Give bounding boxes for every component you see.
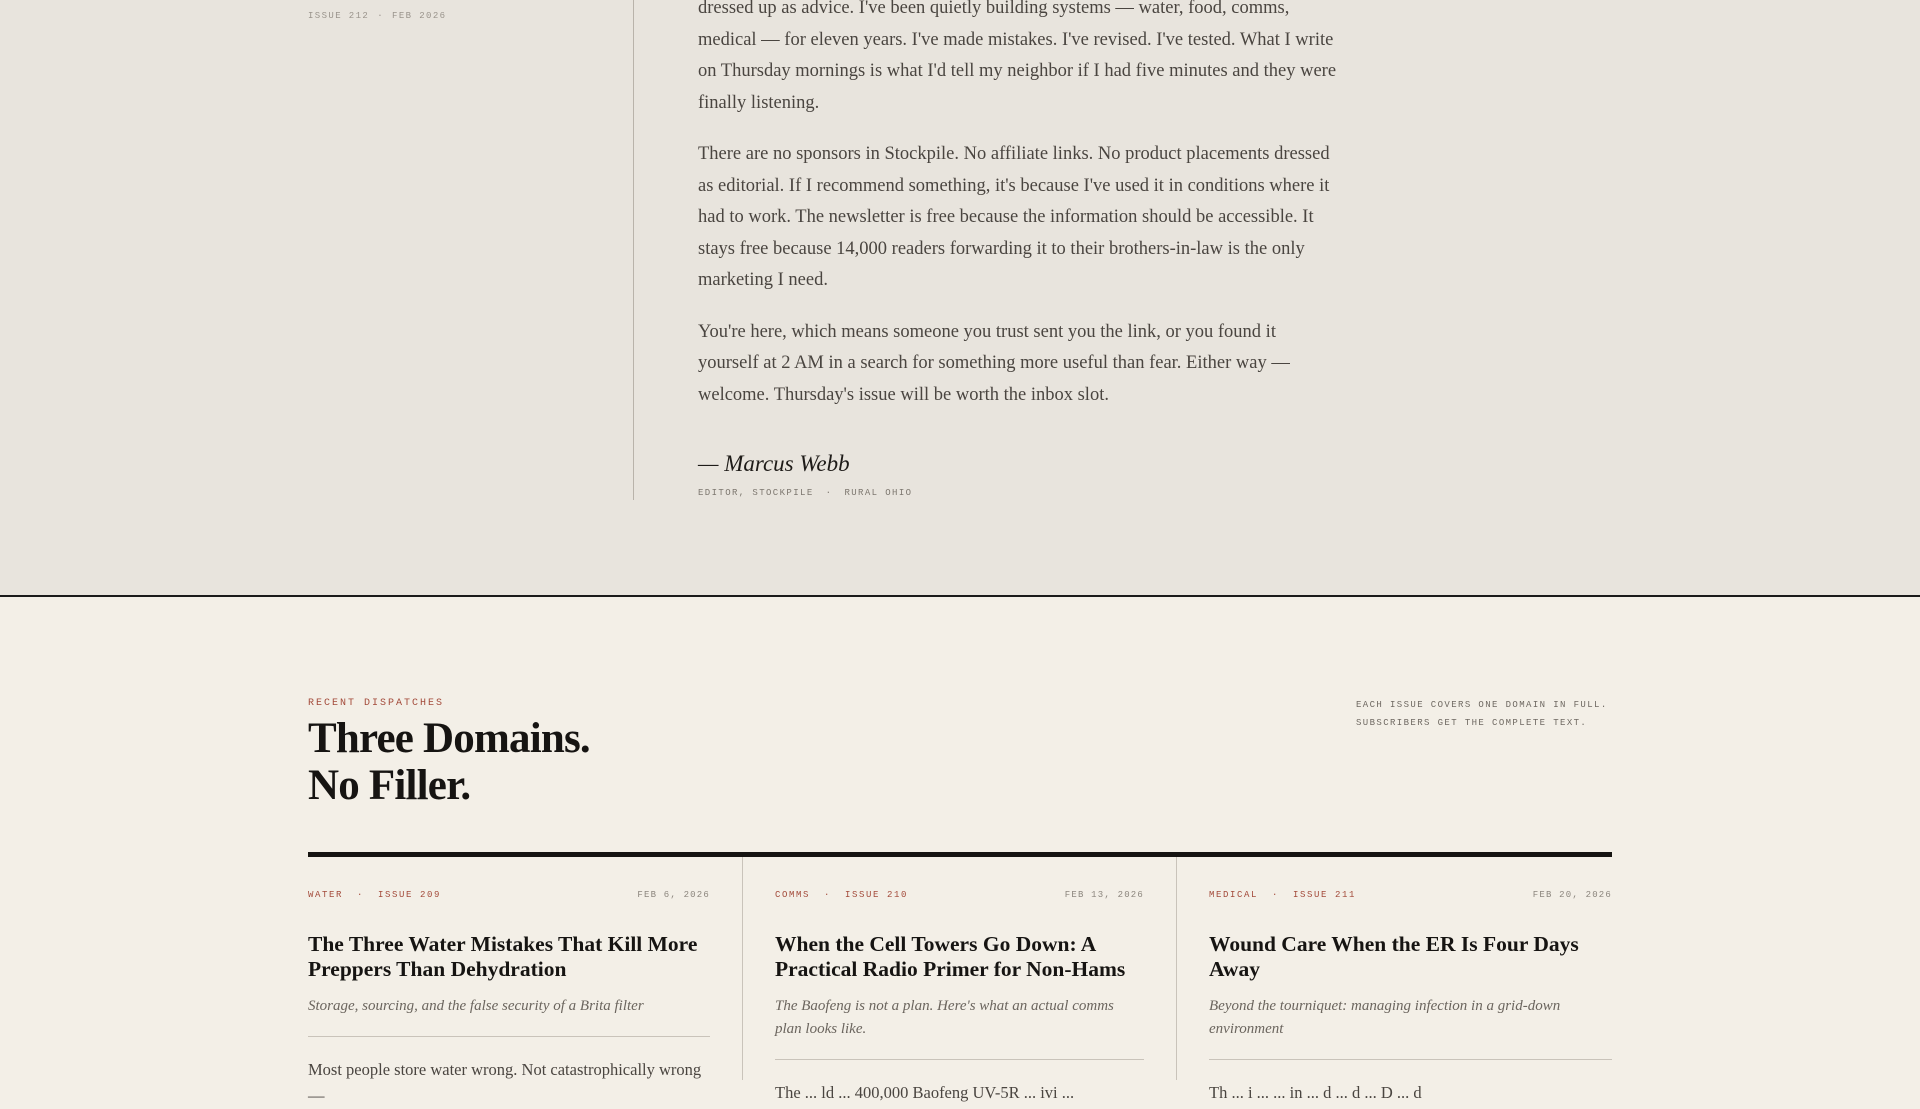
card-rule	[1209, 1059, 1612, 1060]
letter-paragraph: dressed up as advice. I've been quietly building systems — water, food, comms, medical — for eleven years. I've made mistakes. I've revised. I've tested. What I write on Thursday mornings is what I'd tell my neighbor if I had five minutes and they were finally listening.	[698, 0, 1337, 113]
letter-paragraph: You're here, which means someone you trust sent you the link, or you found it yourself at 2 AM in a search for something more useful than fear. Either way — welcome. Thursday's issue will be worth the inbox slot.	[698, 321, 1290, 405]
letter-body	[698, 0, 1338, 431]
card-title-link[interactable]: When the Cell Towers Go Down: A Practical Radio Primer for Non-Hams	[775, 932, 1126, 981]
card-excerpt: The ... ld ... 400,000 Baofeng UV-5R ... ivi ...	[775, 1083, 1075, 1102]
dispatch-card-comms[interactable]	[775, 890, 1144, 1106]
cards-top-rule	[308, 852, 1612, 857]
card-meta: COMMS · ISSUE 210 FEB 13, 2026	[775, 890, 1144, 900]
section-headline	[308, 715, 590, 809]
card-meta: MEDICAL · ISSUE 211 FEB 20, 2026	[1209, 890, 1612, 900]
letter-paragraph: There are no sponsors in Stockpile. No affiliate links. No product placements dressed as editorial. If I recommend something, it's because I've used it in conditions where it had to work. The newsletter is free because the information should be accessible. It stays free because 14,000 readers forwarding it to their brothers-in-law is the only marketing I need.	[698, 144, 1330, 290]
issue-label: ISSUE 212	[308, 11, 370, 21]
card-divider	[742, 857, 743, 1080]
editor-location: RURAL OHIO	[844, 488, 913, 498]
card-title-link[interactable]: Wound Care When the ER Is Four Days Away	[1209, 932, 1579, 981]
note-line: SUBSCRIBERS GET THE COMPLETE TEXT.	[1356, 718, 1588, 728]
card-subtitle: Storage, sourcing, and the false security of a Brita filter	[308, 998, 644, 1014]
section-note	[1356, 696, 1626, 732]
headline-line-1: Three Domains.	[308, 715, 590, 762]
card-issue: ISSUE 210	[845, 890, 909, 900]
card-date: FEB 6, 2026	[637, 890, 710, 900]
signature-role: EDITOR, STOCKPILE · RURAL OHIO	[698, 488, 913, 498]
column-divider	[633, 0, 634, 500]
card-category: MEDICAL	[1209, 890, 1259, 900]
headline-line-2: No Filler.	[308, 762, 471, 809]
signature: — Marcus Webb	[698, 451, 850, 476]
editor-role: EDITOR, STOCKPILE	[698, 488, 814, 498]
card-category: COMMS	[775, 890, 811, 900]
issue-date: FEB 2026	[392, 11, 447, 21]
card-excerpt: Th ... i ... ... in ... d ... d ... D ... d	[1209, 1083, 1422, 1102]
card-subtitle: Beyond the tourniquet: managing infection in a grid-down environment	[1209, 998, 1561, 1037]
card-excerpt: Most people store water wrong. Not catastrophically wrong —	[308, 1060, 702, 1105]
card-issue: ISSUE 209	[378, 890, 442, 900]
card-meta: WATER · ISSUE 209 FEB 6, 2026	[308, 890, 710, 900]
card-date: FEB 20, 2026	[1532, 890, 1612, 900]
card-divider	[1176, 857, 1177, 1080]
card-rule	[308, 1036, 710, 1037]
note-line: EACH ISSUE COVERS ONE DOMAIN IN FULL.	[1356, 700, 1608, 710]
issue-meta: ISSUE 212 · FEB 2026	[308, 11, 447, 21]
section-eyebrow: RECENT DISPATCHES	[308, 698, 445, 709]
card-rule	[775, 1059, 1144, 1060]
card-issue: ISSUE 211	[1293, 890, 1357, 900]
dispatch-card-medical[interactable]	[1209, 890, 1612, 1106]
card-subtitle: The Baofeng is not a plan. Here's what an actual comms plan looks like.	[775, 998, 1114, 1037]
card-date: FEB 13, 2026	[1064, 890, 1144, 900]
dispatch-card-water[interactable]	[308, 890, 710, 1109]
card-title-link[interactable]: The Three Water Mistakes That Kill More Preppers Than Dehydration	[308, 932, 698, 981]
card-category: WATER	[308, 890, 344, 900]
